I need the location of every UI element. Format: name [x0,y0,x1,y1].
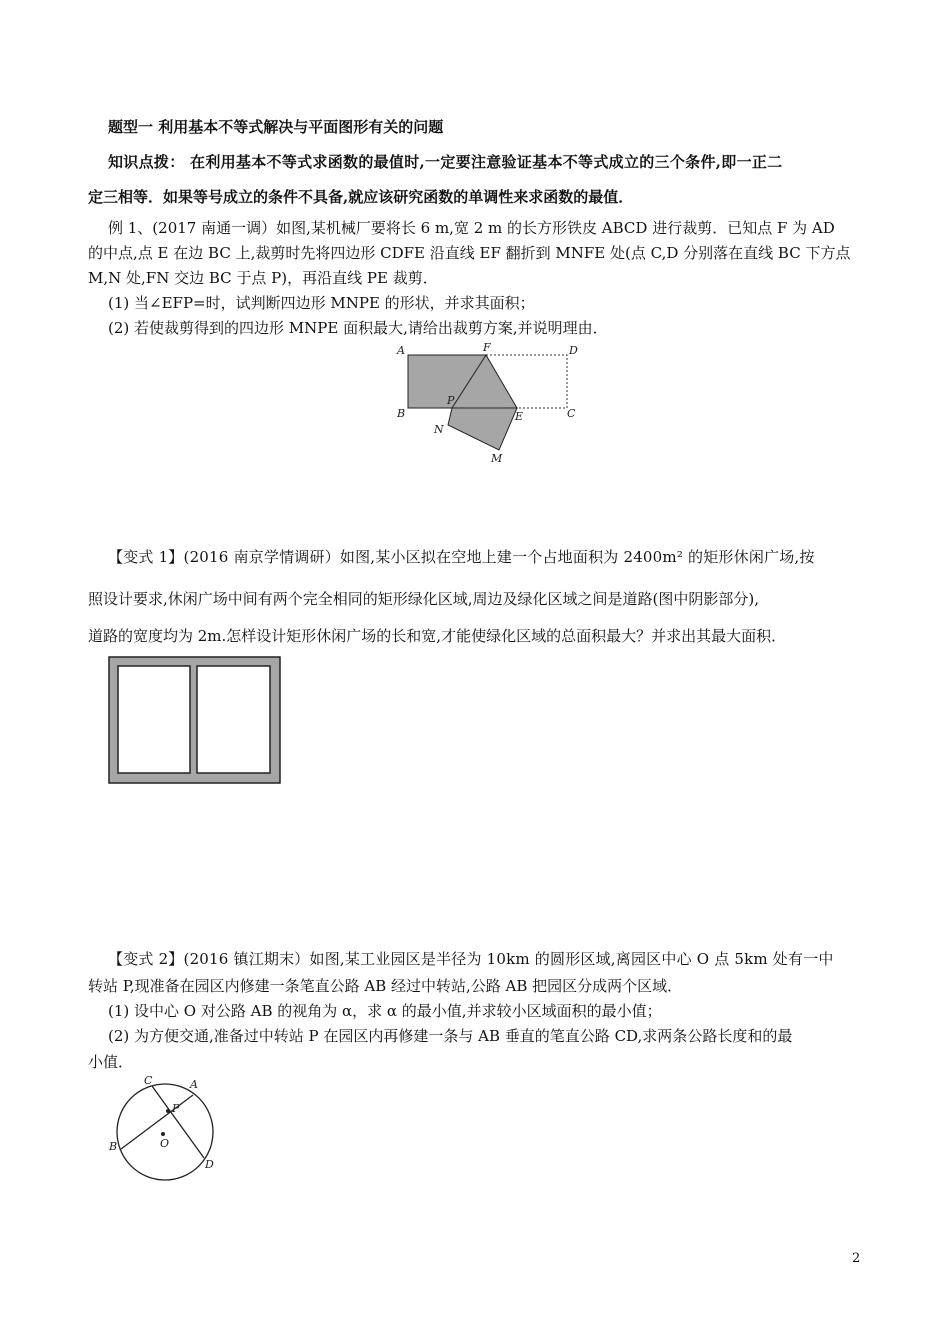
variant2-question2: (2) 为方便交通,准备过中转站 P 在园区内再修建一条与 AB 垂直的笔直公路 CD,求两条公路长度和的最 [108,1027,793,1045]
variant1-line2: 照设计要求,休闲广场中间有两个完全相同的矩形绿化区域,周边及绿化区域之间是道路(图中阴影部分), [88,590,760,608]
example1-line2: 的中点,点 E 在边 BC 上,裁剪时先将四边形 CDFE 沿直线 EF 翻折到 MNFE 处(点 C,D 分别落在直线 BC 下方点 [88,244,851,262]
point-p [166,1109,170,1113]
label-f: F [483,341,491,354]
variant2-question1: (1) 设中心 O 对公路 AB 的视角为 α，求 α 的最小值,并求较小区域面积的最小值； [108,1002,662,1020]
green-area-right [197,666,270,773]
label-p: P [447,394,455,407]
example1-figure [395,340,595,470]
section-title: 题型一 利用基本不等式解决与平面图形有关的问题 [108,118,444,136]
label-b: B [397,407,406,420]
variant1-figure [108,656,282,784]
label-p2: P [172,1102,180,1115]
label-o2: O [160,1137,170,1150]
label-a2: A [190,1078,198,1091]
road-ab [121,1095,193,1149]
label-e: E [515,410,524,423]
label-n: N [434,423,444,436]
label-c: C [567,407,576,420]
page-number: 2 [852,1251,861,1266]
variant2-line2: 转站 P,现准备在园区内修建一条笔直公路 AB 经过中转站,公路 AB 把园区分成两个区域． [88,977,683,995]
shaded-quad-mnpe [448,408,517,450]
label-a: A [397,344,405,357]
green-area-left [118,666,190,773]
label-m: M [491,452,503,465]
variant1-line3: 道路的宽度均为 2m.怎样设计矩形休闲广场的长和宽,才能使绿化区域的总面积最大？并求出其最大面积． [88,627,787,645]
variant1-line1: 【变式 1】(2016 南京学情调研）如图,某小区拟在空地上建一个占地面积为 2400m² 的矩形休闲广场,按 [108,548,815,566]
label-d2: D [205,1158,214,1171]
point-o [161,1132,165,1136]
example1-question2: (2) 若使裁剪得到的四边形 MNPE 面积最大,请给出裁剪方案,并说明理由． [108,319,608,337]
park-circle [117,1084,213,1180]
label-c2: C [144,1074,153,1087]
variant2-question2-cont: 小值． [88,1053,134,1071]
knowledge-tip-line2: 定三相等．如果等号成立的条件不具备,就应该研究函数的单调性来求函数的最值． [88,188,634,206]
knowledge-tip-line1: 知识点拨： 在利用基本不等式求函数的最值时,一定要注意验证基本不等式成立的三个条件,即一正二 [108,153,783,171]
label-b2: B [109,1140,118,1153]
example1-line1: 例 1、(2017 南通一调）如图,某机械厂要将长 6 m,宽 2 m 的长方形铁皮 ABCD 进行裁剪．已知点 F 为 AD [108,219,835,237]
example1-question1: (1) 当∠EFP=时，试判断四边形 MNPE 的形状，并求其面积； [108,294,535,312]
example1-line3: M,N 处,FN 交边 BC 于点 P)，再沿直线 PE 裁剪． [88,269,438,287]
variant2-line1: 【变式 2】(2016 镇江期末）如图,某工业园区是半径为 10km 的圆形区域,离园区中心 O 点 5km 处有一中 [108,950,834,968]
label-d: D [569,344,578,357]
variant2-figure [105,1070,225,1190]
